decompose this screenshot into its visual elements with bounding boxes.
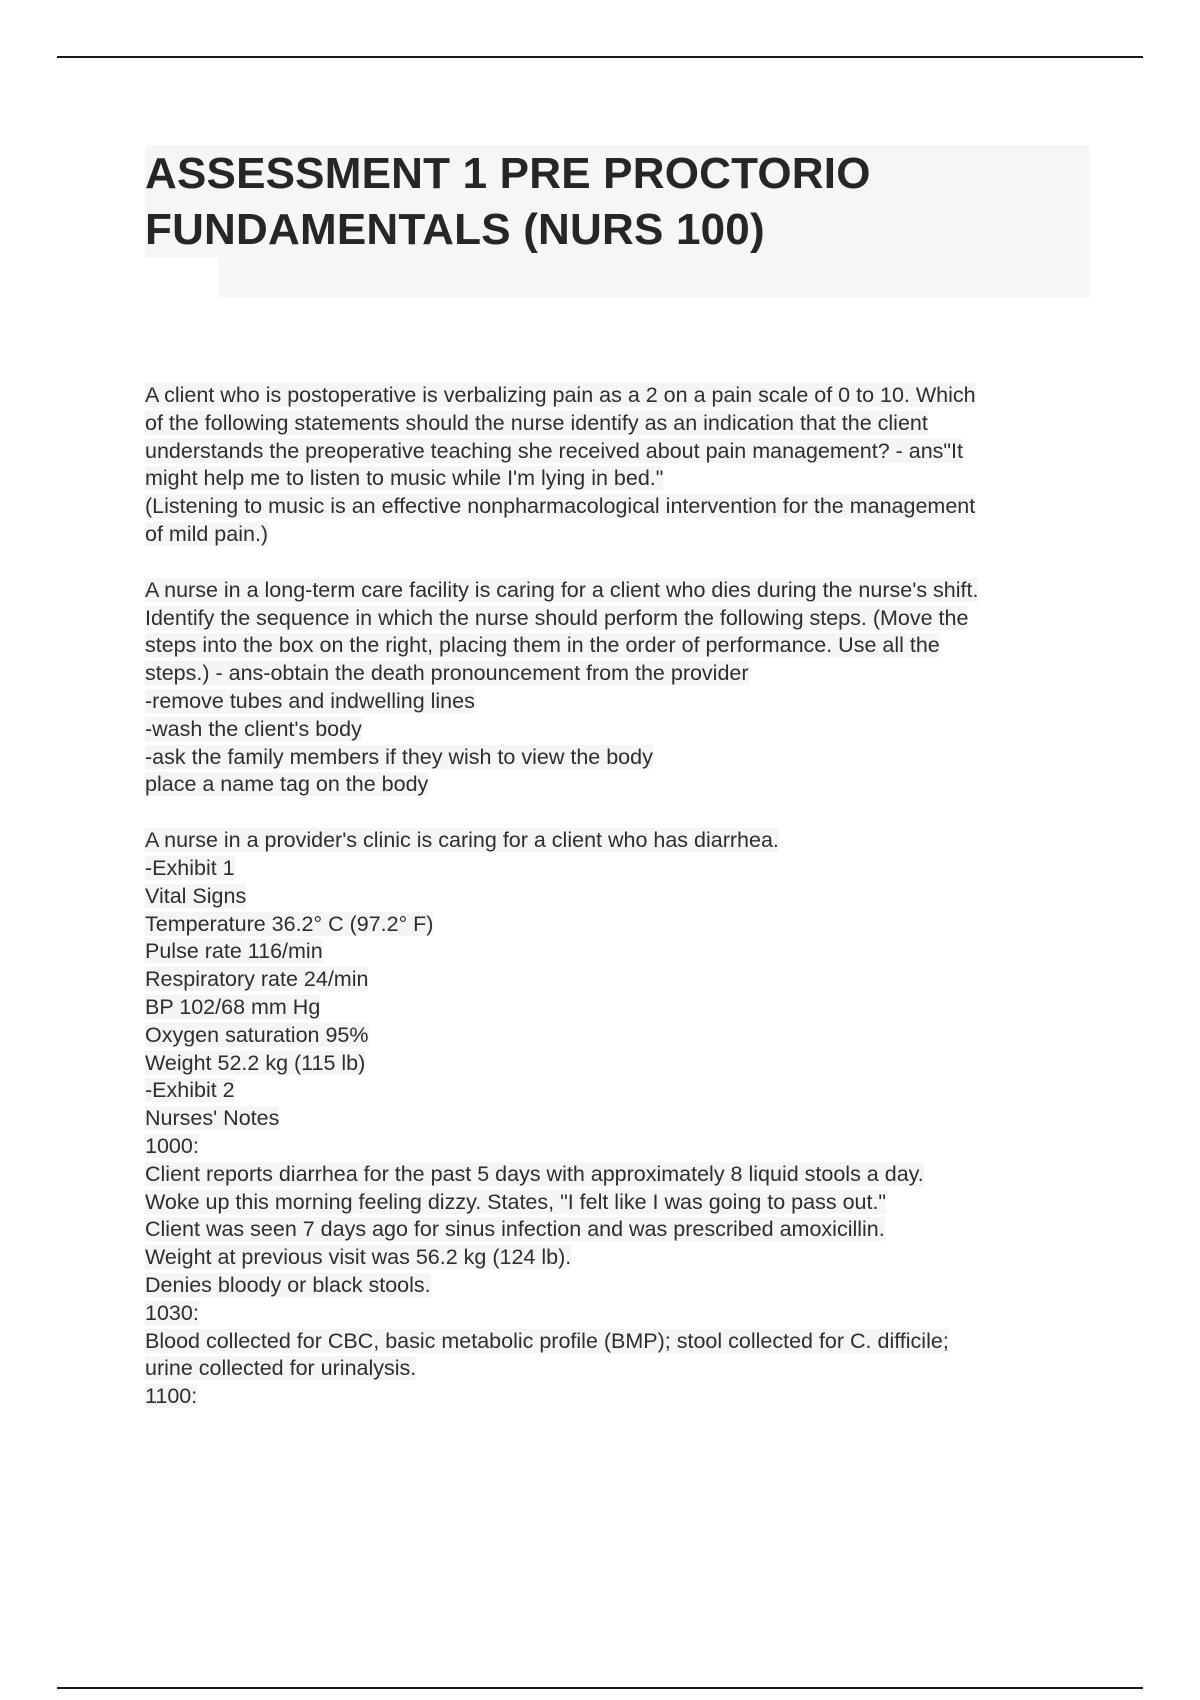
text-line: 1030: bbox=[145, 1300, 199, 1325]
text-line: -ask the family members if they wish to view the body bbox=[145, 744, 653, 769]
text-line: -Exhibit 1 bbox=[145, 855, 235, 880]
text-line: A client who is postoperative is verbalizing pain as a 2 on a pain scale of 0 to 10. Which bbox=[145, 383, 976, 407]
text-line: urine collected for urinalysis. bbox=[145, 1356, 417, 1381]
text-line: understands the preoperative teaching she received about pain management? - ans"It bbox=[145, 438, 963, 463]
text-line: Pulse rate 116/min bbox=[145, 939, 323, 964]
page-title-line-2: FUNDAMENTALS (NURS 100) bbox=[145, 205, 765, 254]
text-line: steps.) - ans-obtain the death pronouncement from the provider bbox=[145, 661, 749, 686]
text-line: Weight 52.2 kg (115 lb) bbox=[145, 1050, 366, 1075]
text-line: A nurse in a long-term care facility is caring for a client who dies during the nurse's shift. bbox=[145, 577, 979, 602]
text-line: Woke up this morning feeling dizzy. States, "I felt like I was going to pass out." bbox=[145, 1189, 887, 1214]
question-item-1 bbox=[145, 382, 1095, 549]
text-line: Blood collected for CBC, basic metabolic profile (BMP); stool collected for C. difficile; bbox=[145, 1328, 949, 1353]
text-line: -Exhibit 2 bbox=[145, 1078, 235, 1103]
text-line: Denies bloody or black stools. bbox=[145, 1272, 431, 1297]
text-line: Weight at previous visit was 56.2 kg (124 lb). bbox=[145, 1245, 572, 1270]
text-line: -remove tubes and indwelling lines bbox=[145, 688, 475, 713]
text-line: place a name tag on the body bbox=[145, 772, 429, 797]
text-line: might help me to listen to music while I'm lying in bed." bbox=[145, 466, 664, 491]
text-line: Identify the sequence in which the nurse should perform the following steps. (Move the bbox=[145, 605, 969, 630]
text-line: -wash the client's body bbox=[145, 716, 362, 741]
text-line: Nurses' Notes bbox=[145, 1106, 280, 1131]
text-line: of the following statements should the nurse identify as an indication that the client bbox=[145, 410, 928, 435]
page-title bbox=[145, 146, 1090, 258]
text-line: 1000: bbox=[145, 1133, 199, 1158]
text-line: BP 102/68 mm Hg bbox=[145, 994, 321, 1019]
text-line: of mild pain.) bbox=[145, 521, 269, 546]
text-line: 1100: bbox=[145, 1384, 198, 1409]
page-title-line-1: ASSESSMENT 1 PRE PROCTORIO bbox=[145, 149, 871, 198]
bottom-rule bbox=[57, 1687, 1143, 1689]
question-item-2 bbox=[145, 577, 1095, 799]
text-line: Client was seen 7 days ago for sinus infection and was prescribed amoxicillin. bbox=[145, 1217, 885, 1242]
question-item-3 bbox=[145, 827, 1095, 1411]
top-rule bbox=[57, 56, 1143, 58]
text-line: Temperature 36.2° C (97.2° F) bbox=[145, 911, 434, 936]
text-line: Vital Signs bbox=[145, 883, 247, 908]
text-line: A nurse in a provider's clinic is caring for a client who has diarrhea. bbox=[145, 828, 779, 853]
text-line: Respiratory rate 24/min bbox=[145, 967, 369, 992]
text-line: Oxygen saturation 95% bbox=[145, 1022, 369, 1047]
text-line: Client reports diarrhea for the past 5 days with approximately 8 liquid stools a day. bbox=[145, 1161, 924, 1186]
text-line: steps into the box on the right, placing them in the order of performance. Use all the bbox=[145, 633, 940, 658]
text-line: (Listening to music is an effective nonpharmacological intervention for the management bbox=[145, 494, 976, 519]
document-body bbox=[145, 382, 1095, 1439]
